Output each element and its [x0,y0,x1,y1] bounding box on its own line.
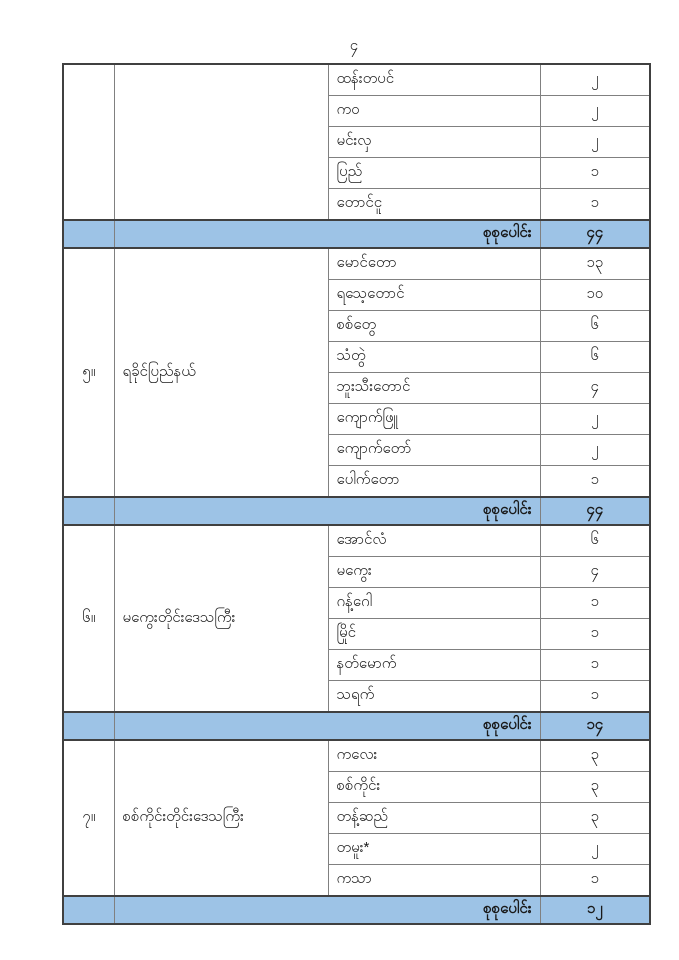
count-cell: ၂ [540,64,650,96]
count-cell: ၃ [540,772,650,803]
township-cell: မကွေး [328,557,540,588]
township-cell: ပေါက်တော [328,466,540,498]
count-cell: ၁ [540,588,650,619]
section-number-cell: ၅။ [63,248,114,497]
section-number-cell: ၆။ [63,525,114,712]
count-cell: ၁၀ [540,280,650,311]
count-cell: ၁ [540,681,650,713]
township-cell: နတ်မောက် [328,650,540,681]
count-cell: ၁၃ [540,248,650,280]
count-cell: ၂ [540,404,650,435]
count-cell: ၁ [540,650,650,681]
region-name-cell: မကွေးတိုင်းဒေသကြီး [114,525,328,712]
total-empty-cell [63,712,114,740]
count-cell: ၄ [540,373,650,404]
total-empty-cell [63,497,114,525]
township-cell: ဘူးသီးတောင် [328,373,540,404]
region-name-cell [114,64,328,220]
total-value: ၁၂ [540,896,650,924]
total-label: စုစုပေါင်း [114,896,540,924]
total-label: စုစုပေါင်း [114,712,540,740]
township-cell: ကျောက်တော် [328,435,540,466]
count-cell: ၁ [540,189,650,221]
count-cell: ၂ [540,96,650,127]
township-cell: မင်းလှ [328,127,540,158]
count-cell: ၂ [540,834,650,865]
township-cell: ရသေ့တောင် [328,280,540,311]
total-value: ၁၄ [540,712,650,740]
township-cell: ကသာ [328,865,540,897]
table-row [63,740,650,772]
region-name-cell: စစ်ကိုင်းတိုင်းဒေသကြီး [114,740,328,896]
township-cell: အောင်လံ [328,525,540,557]
township-cell: စစ်တွေ [328,311,540,342]
total-row [63,497,650,525]
region-township-table [62,63,651,925]
township-cell: ကလေး [328,740,540,772]
table-row [63,64,650,96]
section-number-cell [63,64,114,220]
count-cell: ၂ [540,127,650,158]
count-cell: ၆ [540,342,650,373]
township-cell: သံတွဲ [328,342,540,373]
count-cell: ၃ [540,740,650,772]
page-number: ၄ [349,37,359,54]
total-empty-cell [63,896,114,924]
count-cell: ၁ [540,619,650,650]
table-row [63,525,650,557]
total-row [63,896,650,924]
township-cell: ပြည် [328,158,540,189]
count-cell: ၂ [540,435,650,466]
township-cell: တောင်ငူ [328,189,540,221]
township-cell: သရက် [328,681,540,713]
township-cell: တမူး* [328,834,540,865]
section-number-cell: ၇။ [63,740,114,896]
total-value: ၄၄ [540,497,650,525]
total-row [63,712,650,740]
township-cell: တန့်ဆည် [328,803,540,834]
region-name-cell: ရခိုင်ပြည်နယ် [114,248,328,497]
township-cell: ကဝ [328,96,540,127]
count-cell: ၆ [540,311,650,342]
count-cell: ၁ [540,158,650,189]
township-cell: မြိုင် [328,619,540,650]
count-cell: ၃ [540,803,650,834]
township-cell: ထန်းတပင် [328,64,540,96]
count-cell: ၁ [540,466,650,498]
count-cell: ၁ [540,865,650,897]
count-cell: ၄ [540,557,650,588]
table-row [63,248,650,280]
total-label: စုစုပေါင်း [114,220,540,248]
total-value: ၄၄ [540,220,650,248]
township-cell: ဂန့်ဂေါ [328,588,540,619]
total-empty-cell [63,220,114,248]
township-cell: ကျောက်ဖြူ [328,404,540,435]
township-cell: စစ်ကိုင်း [328,772,540,803]
township-cell: မောင်တော [328,248,540,280]
total-label: စုစုပေါင်း [114,497,540,525]
total-row [63,220,650,248]
count-cell: ၆ [540,525,650,557]
